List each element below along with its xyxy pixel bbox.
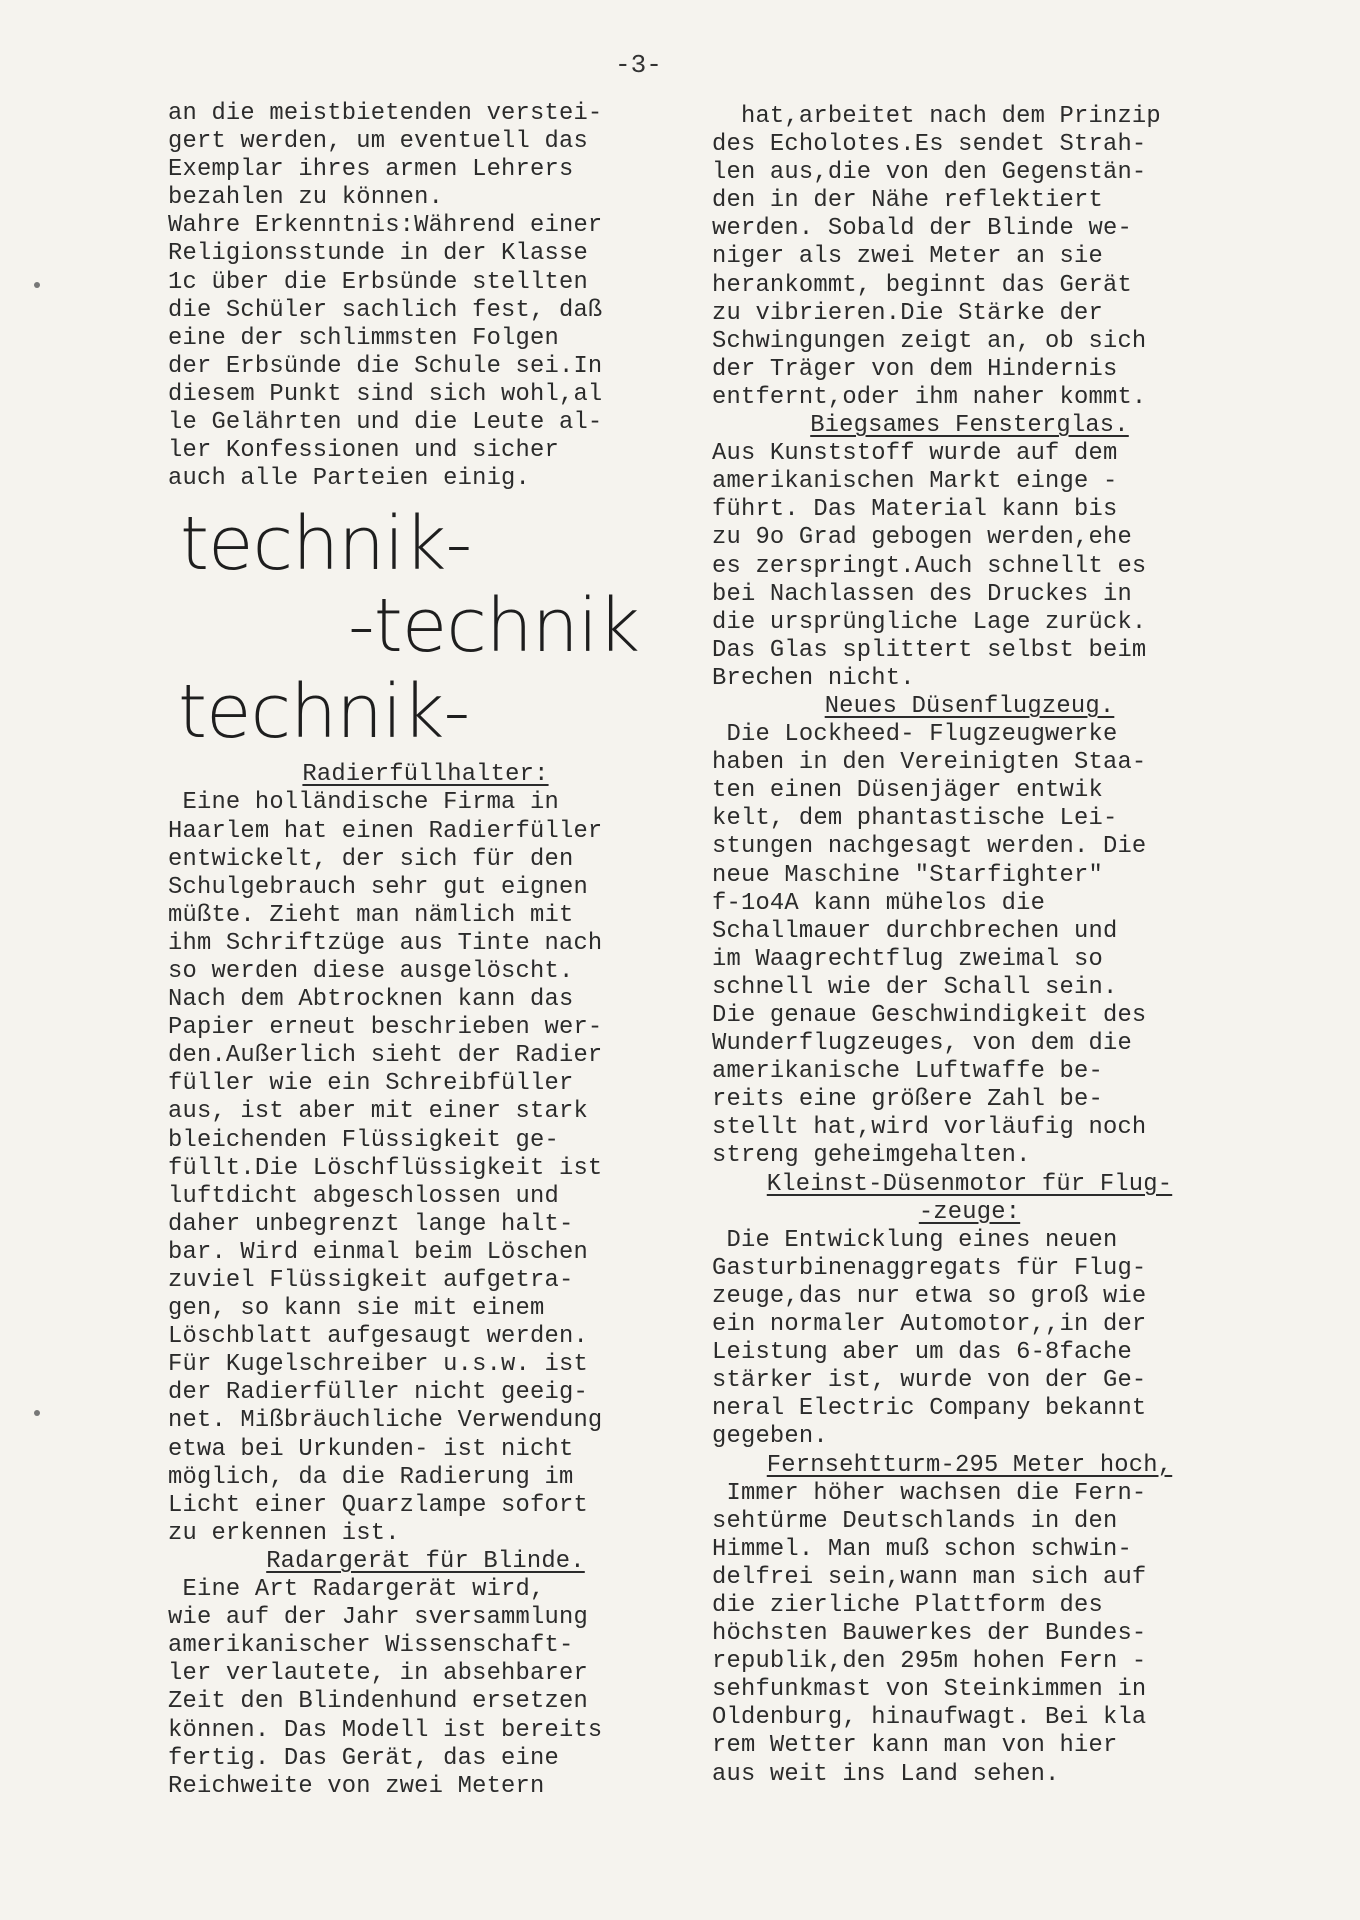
- text-line: herankommt, beginnt das Gerät: [712, 271, 1132, 299]
- text-line: die Schüler sachlich fest, daß: [168, 296, 603, 324]
- text-line: müßte. Zieht man nämlich mit: [168, 901, 574, 929]
- text-line: des Echolotes.Es sendet Strah-: [712, 131, 1147, 159]
- page-number: -3-: [615, 50, 662, 80]
- text-line: auch alle Parteien einig.: [168, 465, 531, 493]
- text-line: Wahre Erkenntnis:Während einer: [168, 212, 603, 240]
- article-radar-continued: [712, 103, 1227, 412]
- text-line: amerikanische Luftwaffe be-: [712, 1058, 1103, 1086]
- text-line: Haarlem hat einen Radierfüller: [168, 817, 603, 845]
- text-line: Wunderflugzeuges, von dem die: [712, 1030, 1132, 1058]
- text-line: ihm Schriftzüge aus Tinte nach: [168, 929, 603, 957]
- text-line: Für Kugelschreiber u.s.w. ist: [168, 1351, 588, 1379]
- section-heading-fernsehturm: Fernsehtturm-295 Meter hoch,: [766, 1451, 1173, 1479]
- text-line: die zierliche Plattform des: [712, 1591, 1103, 1619]
- text-line: reits eine größere Zahl be-: [712, 1086, 1103, 1114]
- text-line: zeuge,das nur etwa so groß wie: [712, 1282, 1147, 1310]
- technik-title: [168, 497, 683, 756]
- text-line: Religionsstunde in der Klasse: [168, 240, 588, 268]
- text-line: wie auf der Jahr sversammlung: [168, 1604, 588, 1632]
- text-line: sehfunkmast von Steinkimmen in: [712, 1676, 1147, 1704]
- text-line: aus, ist aber mit einer stark: [168, 1098, 588, 1126]
- intro-paragraph: [168, 100, 683, 493]
- text-line: bar. Wird einmal beim Löschen: [168, 1238, 588, 1266]
- text-line: Himmel. Man muß schon schwin-: [712, 1535, 1132, 1563]
- right-column: [712, 103, 1227, 1789]
- text-line: haben in den Vereinigten Staa-: [712, 749, 1147, 777]
- text-line: Licht einer Quarzlampe sofort: [168, 1491, 588, 1519]
- text-line: die ursprüngliche Lage zurück.: [712, 608, 1147, 636]
- text-line: f-1o4A kann mühelos die: [712, 889, 1046, 917]
- text-line: Oldenburg, hinaufwagt. Bei kla: [712, 1704, 1147, 1732]
- technik-title-line: technik-: [178, 669, 470, 756]
- article-duesenflugzeug: [712, 721, 1227, 1171]
- text-line: neue Maschine "Starfighter": [712, 861, 1103, 889]
- text-line: der Träger von dem Hindernis: [712, 355, 1118, 383]
- text-line: Immer höher wachsen die Fern-: [712, 1479, 1147, 1507]
- text-line: daher unbegrenzt lange halt-: [168, 1210, 574, 1238]
- text-line: füller wie ein Schreibfüller: [168, 1070, 574, 1098]
- section-heading-fensterglas: Biegsames Fensterglas.: [810, 412, 1129, 440]
- text-line: Reichweite von zwei Metern: [168, 1772, 545, 1800]
- text-line: 1c über die Erbsünde stellten: [168, 268, 588, 296]
- text-line: bezahlen zu können.: [168, 184, 444, 212]
- text-line: zuviel Flüssigkeit aufgetra-: [168, 1267, 574, 1294]
- text-line: Schwingungen zeigt an, ob sich: [712, 327, 1147, 355]
- punch-mark: [34, 282, 40, 288]
- text-line: luftdicht abgeschlossen und: [168, 1182, 559, 1210]
- text-line: stellt hat,wird vorläufig noch: [712, 1114, 1147, 1142]
- text-line: streng geheimgehalten.: [712, 1142, 1031, 1170]
- text-line: zu erkennen ist.: [168, 1519, 400, 1547]
- text-line: Brechen nicht.: [712, 664, 915, 692]
- text-line: stärker ist, wurde von der Ge-: [712, 1367, 1147, 1395]
- text-line: Leistung aber um das 6-8fache: [712, 1339, 1132, 1367]
- text-line: sehtürme Deutschlands in den: [712, 1507, 1118, 1535]
- text-line: zu vibrieren.Die Stärke der: [712, 299, 1103, 327]
- text-line: ler Konfessionen und sicher: [168, 437, 559, 465]
- text-line: bleichenden Flüssigkeit ge-: [168, 1126, 559, 1154]
- text-line: so werden diese ausgelöscht.: [168, 957, 574, 985]
- text-line: gegeben.: [712, 1423, 828, 1451]
- text-line: hat,arbeitet nach dem Prinzip: [712, 103, 1161, 130]
- text-line: Zeit den Blindenhund ersetzen: [168, 1688, 588, 1716]
- text-line: diesem Punkt sind sich wohl,al: [168, 380, 603, 408]
- text-line: der Erbsünde die Schule sei.In: [168, 352, 603, 380]
- text-line: Exemplar ihres armen Lehrers: [168, 156, 574, 184]
- text-line: bei Nachlassen des Druckes in: [712, 580, 1132, 608]
- text-line: fertig. Das Gerät, das eine: [168, 1744, 559, 1772]
- technik-title-line: -technik: [348, 583, 640, 670]
- text-line: Löschblatt aufgesaugt werden.: [168, 1323, 588, 1351]
- text-line: Eine holländische Firma in: [168, 789, 559, 817]
- text-line: republik,den 295m hohen Fern -: [712, 1648, 1147, 1676]
- section-heading-radierfuellhalter: Radierfüllhalter:: [302, 761, 549, 789]
- text-line: füllt.Die Löschflüssigkeit ist: [168, 1154, 603, 1182]
- text-line: Die genaue Geschwindigkeit des: [712, 1002, 1147, 1029]
- text-line: Die Entwicklung eines neuen: [712, 1226, 1118, 1254]
- text-line: niger als zwei Meter an sie: [712, 243, 1103, 271]
- text-line: ler verlautete, in absehbarer: [168, 1660, 588, 1688]
- text-line: le Gelährten und die Leute al-: [168, 409, 603, 437]
- article-duesenmotor: [712, 1227, 1227, 1452]
- text-line: rem Wetter kann man von hier: [712, 1732, 1118, 1760]
- text-line: werden. Sobald der Blinde we-: [712, 215, 1132, 243]
- text-line: eine der schlimmsten Folgen: [168, 324, 559, 352]
- text-line: Nach dem Abtrocknen kann das: [168, 986, 574, 1014]
- article-fernsehturm: [712, 1480, 1227, 1789]
- text-line: schnell wie der Schall sein.: [712, 973, 1118, 1001]
- punch-mark: [34, 1410, 40, 1416]
- text-line: Eine Art Radargerät wird,: [168, 1576, 545, 1604]
- text-line: an die meistbietenden verstei-: [168, 100, 603, 127]
- text-line: len aus,die von den Gegenstän-: [712, 159, 1147, 187]
- text-line: Schulgebrauch sehr gut eignen: [168, 873, 588, 901]
- article-radierfuellhalter: [168, 789, 683, 1548]
- text-line: entwickelt, der sich für den: [168, 845, 574, 873]
- text-line: entfernt,oder ihm naher kommt.: [712, 383, 1147, 411]
- text-line: amerikanischen Markt einge -: [712, 468, 1118, 496]
- text-line: Aus Kunststoff wurde auf dem: [712, 440, 1118, 468]
- text-line: gen, so kann sie mit einem: [168, 1295, 545, 1323]
- technik-title-line: technik-: [180, 501, 472, 588]
- text-line: können. Das Modell ist bereits: [168, 1716, 603, 1744]
- text-line: Papier erneut beschrieben wer-: [168, 1014, 603, 1042]
- text-line: neral Electric Company bekannt: [712, 1395, 1147, 1423]
- text-line: stungen nachgesagt werden. Die: [712, 833, 1147, 861]
- text-line: gert werden, um eventuell das: [168, 128, 588, 156]
- text-line: etwa bei Urkunden- ist nicht: [168, 1435, 574, 1463]
- text-line: kelt, dem phantastische Lei-: [712, 805, 1118, 833]
- article-fensterglas: [712, 440, 1227, 693]
- text-line: es zerspringt.Auch schnellt es: [712, 552, 1147, 580]
- section-heading-duesenflugzeug: Neues Düsenflugzeug.: [824, 692, 1115, 720]
- text-line: den.Außerlich sieht der Radier: [168, 1042, 603, 1070]
- text-line: Das Glas splittert selbst beim: [712, 636, 1147, 664]
- text-line: möglich, da die Radierung im: [168, 1463, 574, 1491]
- text-line: Schallmauer durchbrechen und: [712, 917, 1118, 945]
- text-line: Die Lockheed- Flugzeugwerke: [712, 721, 1118, 749]
- text-line: amerikanischer Wissenschaft-: [168, 1632, 574, 1660]
- text-line: im Waagrechtflug zweimal so: [712, 945, 1103, 973]
- section-heading-duesenmotor: Kleinst-Düsenmotor für Flug-: [766, 1170, 1173, 1198]
- text-line: delfrei sein,wann man sich auf: [712, 1563, 1147, 1591]
- left-column: [168, 100, 683, 1801]
- text-line: führt. Das Material kann bis: [712, 496, 1118, 524]
- text-line: aus weit ins Land sehen.: [712, 1760, 1060, 1788]
- text-line: der Radierfüller nicht geeig-: [168, 1379, 588, 1407]
- text-line: ein normaler Automotor,,in der: [712, 1311, 1147, 1339]
- text-line: zu 9o Grad gebogen werden,ehe: [712, 524, 1132, 552]
- article-radar: [168, 1576, 683, 1801]
- text-line: Gasturbinenaggregats für Flug-: [712, 1254, 1147, 1282]
- text-line: höchsten Bauwerkes der Bundes-: [712, 1620, 1147, 1648]
- text-line: ten einen Düsenjäger entwik: [712, 777, 1103, 805]
- text-line: net. Mißbräuchliche Verwendung: [168, 1407, 603, 1435]
- section-heading-duesenmotor: -zeuge:: [918, 1198, 1021, 1226]
- text-line: den in der Nähe reflektiert: [712, 187, 1103, 215]
- section-heading-radar: Radargerät für Blinde.: [266, 1547, 585, 1575]
